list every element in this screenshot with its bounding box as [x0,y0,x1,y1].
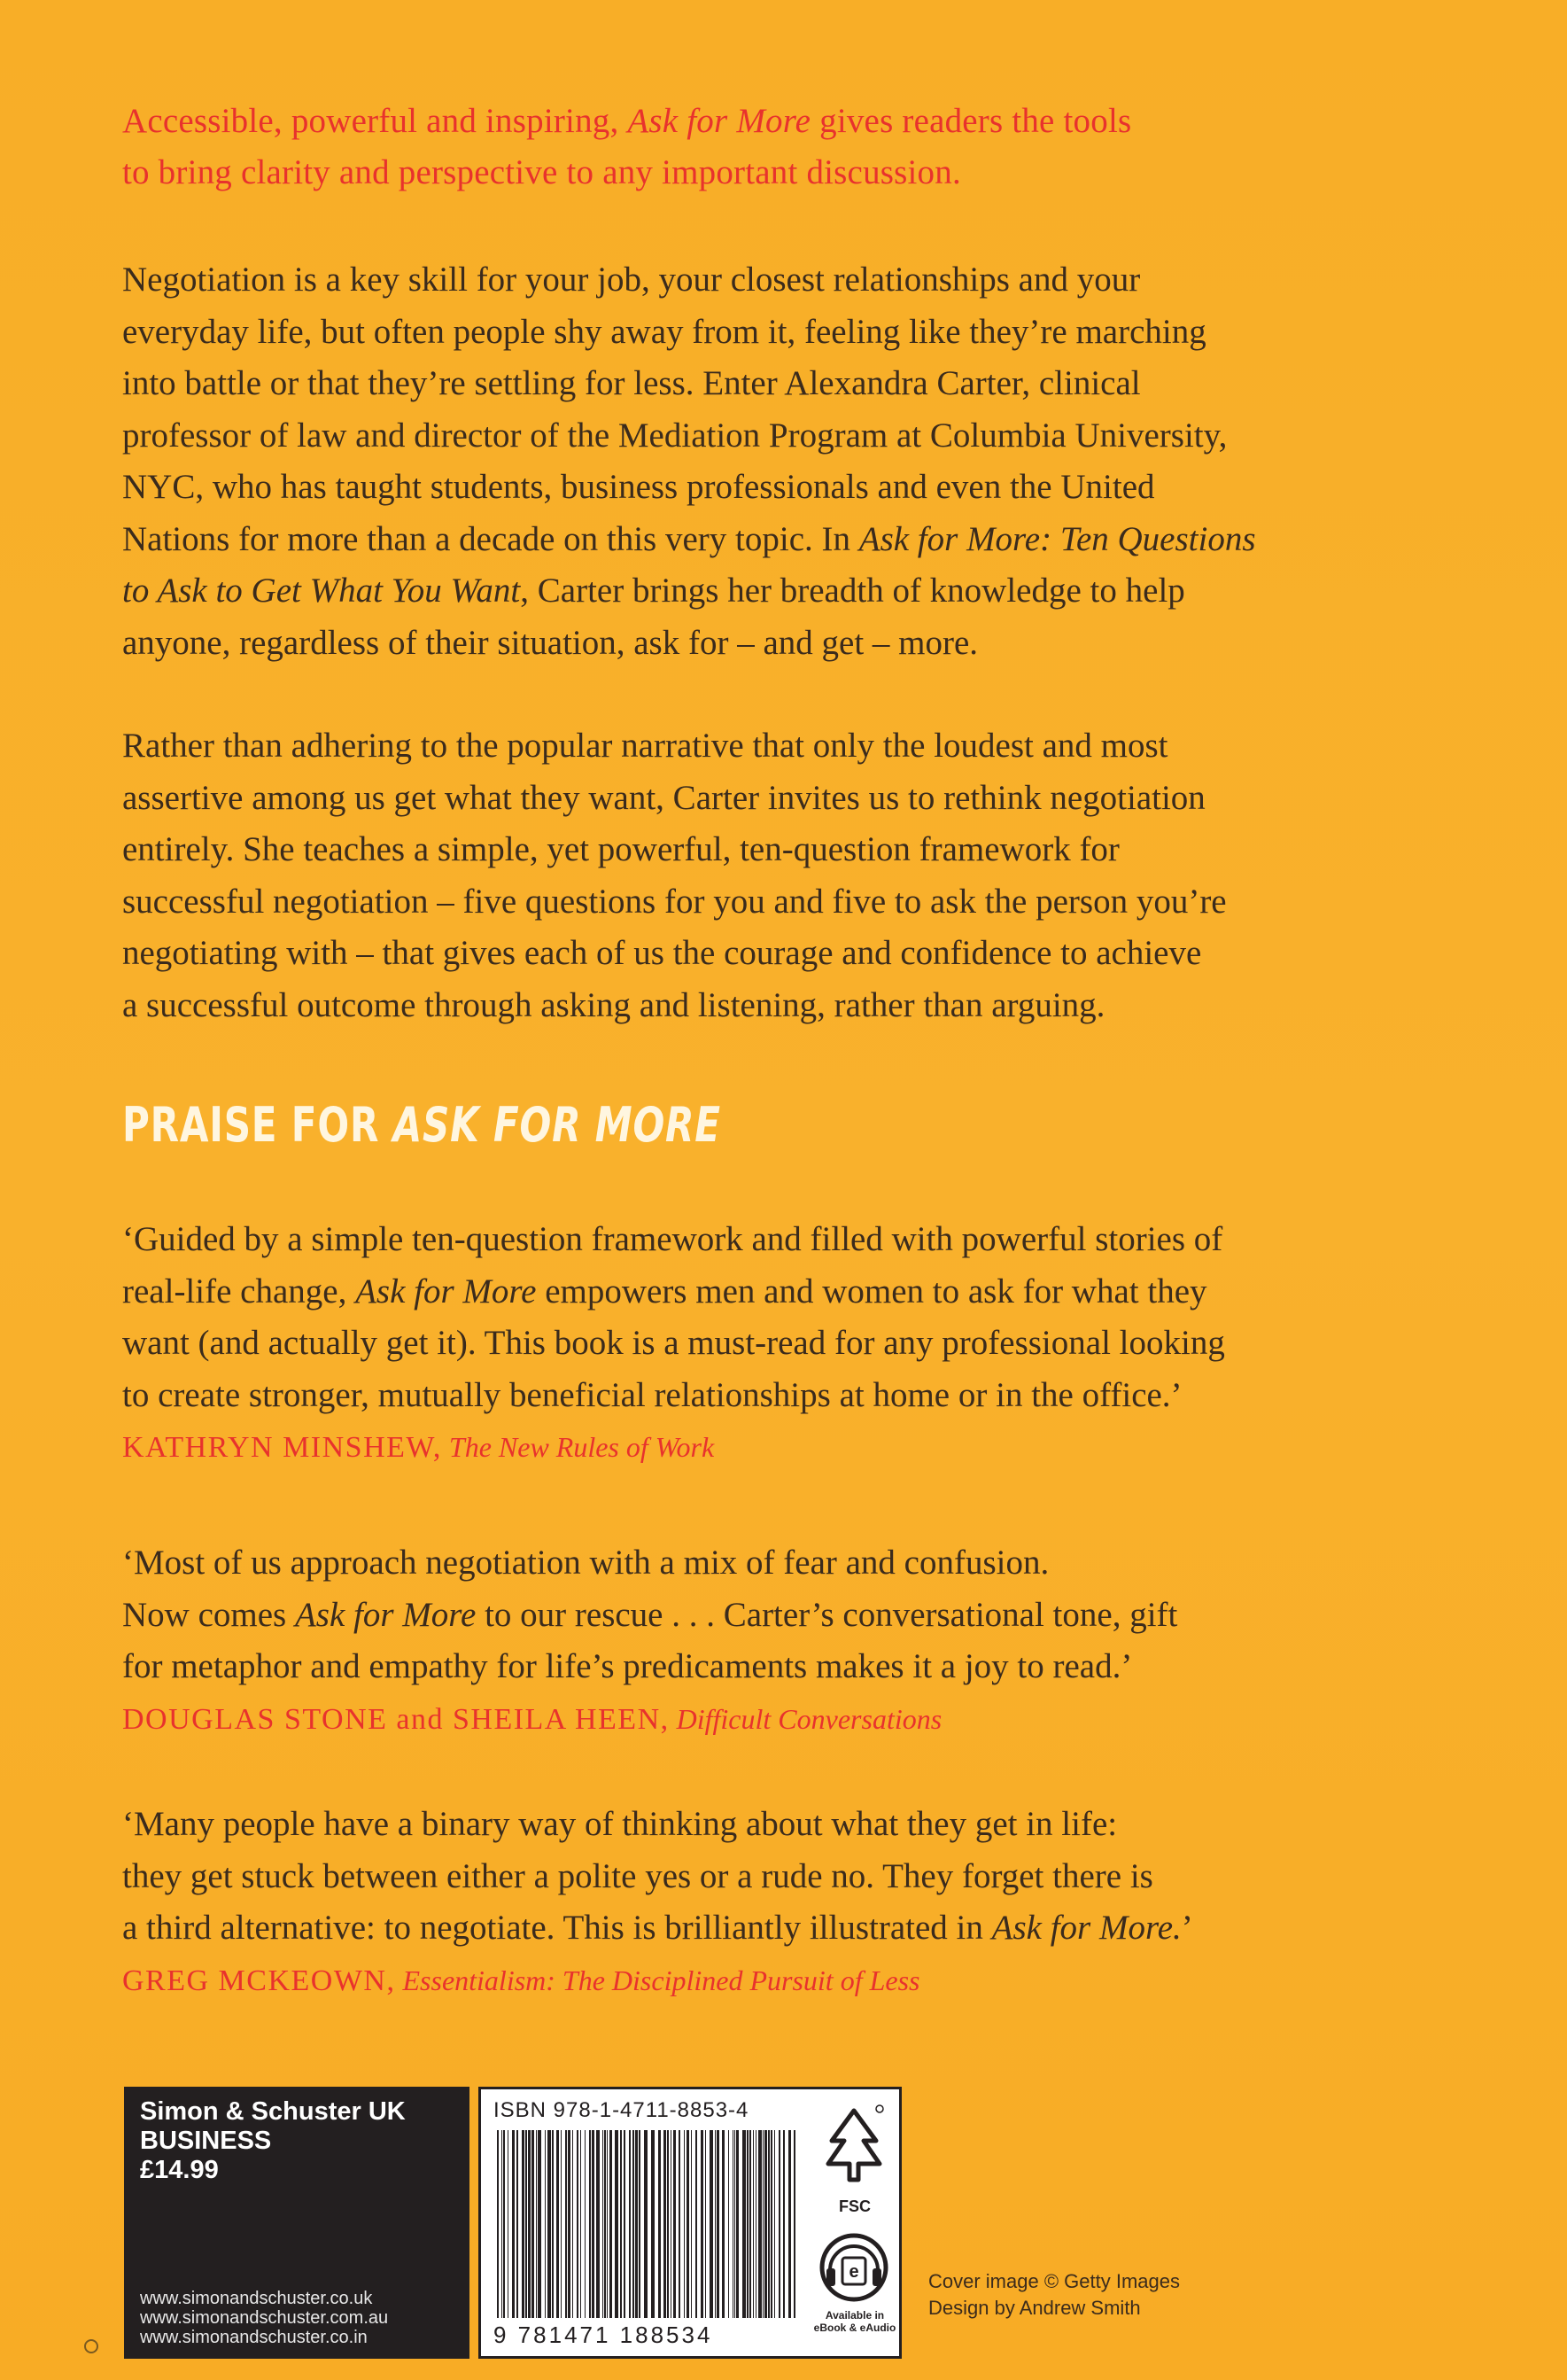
publisher-url[interactable]: www.simonandschuster.co.uk [140,2289,373,2308]
fsc-label: FSC [839,2197,871,2215]
publisher-url[interactable]: www.simonandschuster.co.in [140,2328,368,2347]
ebook-label: Available in eBook & eAudio [813,2309,896,2334]
praise-quote-1: ‘Guided by a simple ten-question framework and filled with powerful stories of real-life change, Ask for More empowers men and women to ask for what they want (and actually get it). This book is a must-read for any professional looking to create stronger, mutually beneficial relationships at home or in the office.’ KATHRYN MINSHEW, The New Rules of Work [122,1214,1451,1474]
publisher-url[interactable]: www.simonandschuster.com.au [140,2308,389,2328]
description-paragraph-1: Negotiation is a key skill for your job, your closest relationships and your everyday life, but often people shy away from it, feeling like they’re marching into battle or that they’re settling for less. Enter Alexandra Carter, clinical professor of law and director of the Mediation Program at Columbia University, NYC, who has taught students, business professionals and even the United Nations for more than a decade on this very topic. In Ask for More: Ten Questions to Ask to Get What You Want, Carter brings her breadth of knowledge to help anyone, regardless of their situation, ask for – and get – more. [122,261,1256,662]
barcode-box [478,2087,902,2359]
corner-mark [84,2339,98,2353]
lead-blurb [122,96,1451,198]
quote-1-attribution: KATHRYN MINSHEW, The New Rules of Work [122,1431,715,1464]
ebook-audio-icon [818,2231,890,2304]
lead-line-1: Accessible, powerful and inspiring, Ask for More gives readers the tools [122,102,1132,140]
lead-line-2: to bring clarity and perspective to any important discussion. [122,153,961,191]
praise-quote-3: ‘Many people have a binary way of thinking about what they get in life: they get stuck between either a polite yes or a rude no. They forget there is a third alternative: to negotiate. This is brilliantly illustrated in Ask for More.’ GREG MCKEOWN, Essentialism: The Disciplined Pursuit of Less [122,1799,1451,2007]
description-paragraph-2: Rather than adhering to the popular narrative that only the loudest and most assertive among us get what they want, Carter invites us to rethink negotiation entirely. She teaches a simple, yet powerful, ten-question framework for successful negotiation – five questions for you and five to ask the person you’re negotiating with – that gives each of us the courage and confidence to achieve a successful outcome through asking and listening, rather than arguing. [122,727,1227,1024]
publisher-urls [140,2289,388,2347]
quote-3-attribution: GREG MCKEOWN, Essentialism: The Disciplined Pursuit of Less [122,1964,920,1997]
svg-text:e: e [849,2262,859,2282]
praise-quote-2: ‘Most of us approach negotiation with a mix of fear and confusion. Now comes Ask for More to our rescue . . . Carter’s conversational tone, gift for metaphor and empathy for life’s predicaments makes it a joy to read.’ DOUGLAS STONE and SHEILA HEEN, Difficult Conversations [122,1537,1451,1746]
praise-heading: PRAISE FOR ASK FOR MORE [122,1097,721,1153]
publisher-panel [124,2087,469,2359]
isbn-label: ISBN 978-1-4711-8853-4 [493,2098,749,2122]
fsc-tree-icon [818,2102,890,2199]
barcode-number: 9 781471 188534 [493,2322,713,2348]
barcode-icon [493,2130,803,2321]
publisher-info: Simon & Schuster UK BUSINESS £14.99 [140,2097,406,2184]
cover-credits: Cover image © Getty Images Design by Andrew Smith [928,2270,1180,2319]
quote-2-attribution: DOUGLAS STONE and SHEILA HEEN, Difficult Conversations [122,1702,943,1736]
